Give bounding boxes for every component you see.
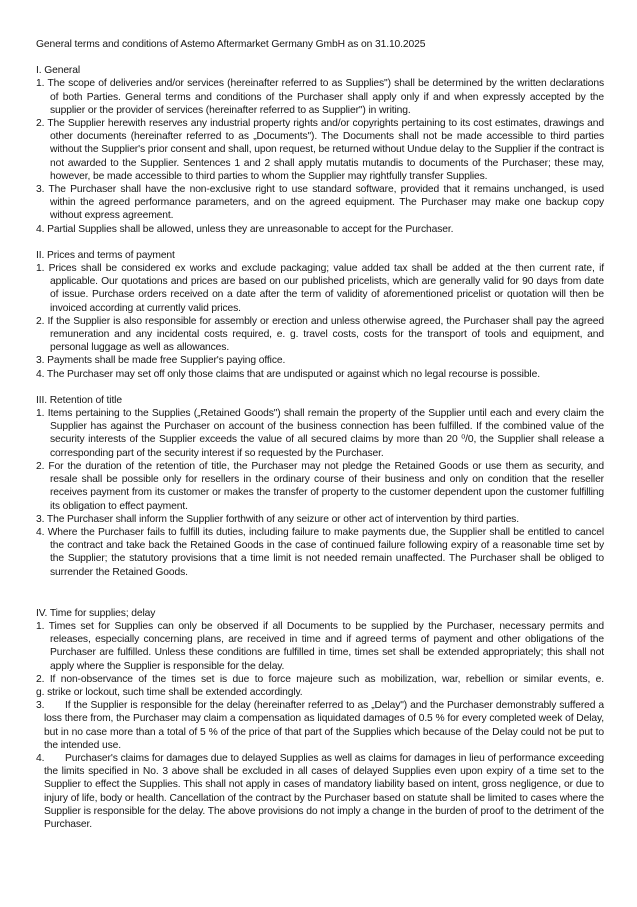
sections-container [36, 64, 604, 831]
list-item [36, 407, 604, 460]
list-item-text: Items pertaining to the Supplies („Retained Goods") shall remain the property of the Supplier until each and every claim the Supplier has against the Purchaser on account of the business connection has been fulfilled. If the combined value of the security interests of the Supplier exceeds the value of all secured claims by more than 20 ⁰/0, the Supplier shall release a corresponding part of the security interest if so requested by the Purchaser. [47, 408, 604, 459]
list-item-number: 2. [36, 673, 45, 685]
section [36, 394, 604, 579]
list-item [36, 673, 604, 686]
list-item-text: Partial Supplies shall be allowed, unless they are unreasonable to accept for the Purchaser. [47, 223, 454, 235]
list-item-number: 1. [36, 263, 45, 275]
list-item [36, 262, 604, 315]
list-item-number: 3. [36, 184, 45, 196]
list-item-text: Payments shall be made free Supplier's paying office. [47, 355, 286, 367]
list-item [36, 513, 604, 526]
section-heading: II. Prices and terms of payment [36, 249, 175, 261]
list-item [36, 368, 604, 381]
list-item-number: 2. [36, 315, 45, 327]
list-item [36, 77, 604, 117]
list-item [36, 526, 604, 579]
list-item-continuation [36, 686, 604, 699]
list-item-number: 4. [36, 368, 45, 380]
list-item [36, 223, 604, 236]
list-item-number: 3. [36, 700, 45, 712]
list-item-number: 4. [36, 526, 45, 538]
list-item [36, 699, 604, 752]
list-item-text: If the Supplier is responsible for the delay (hereinafter referred to as „Delay") and the Purchaser demonstrably suffered a loss there from, the Purchaser may claim a compensation as liquidated damages of 0.5 % for every completed week of Delay, but in no case more than a total of 5 % of the price of that part of the Supplies which because of the Delay could not be put to the intended use. [44, 700, 604, 751]
list-item-text: The Supplier herewith reserves any industrial property rights and/or copyrights pertaining to its cost estimates, drawings and other documents (hereinafter referred to as „Documents"). The Documents shall not be made accessible to third parties without the Supplier's prior consent and shall, upon request, be returned without Undue delay to the Supplier if the contract is not awarded to the Supplier. Sentences 1 and 2 shall apply mutatis mutandis to documents of the Purchaser; these may, however, be made accessible to third parties to whom the Supplier may rightfully transfer Supplies. [47, 118, 604, 182]
list-item [36, 354, 604, 367]
list-item-number: 4. [36, 752, 45, 764]
section-heading: IV. Time for supplies; delay [36, 607, 156, 619]
section-heading: III. Retention of title [36, 394, 122, 406]
list-item-text: Prices shall be considered ex works and exclude packaging; value added tax shall be added at the then current rate, if applicable. Our quotations and prices are based on our published pricelists, which are generally valid for 90 days from date of issue. Purchase orders received on a date after the term of validity of aforementioned pricelist or quotation will then be invoiced according at currently valid prices. [48, 263, 604, 314]
list-item-text: The Purchaser may set off only those claims that are undisputed or against which no legal recourse is possible. [46, 368, 540, 380]
list-item-text: If non-observance of the times set is due to force majeure such as mobilization, war, rebellion or similar events, e. [49, 673, 604, 685]
list-item-number: 1. [36, 408, 45, 420]
list-item-number: 1. [36, 78, 45, 90]
list-item-number: 3. [36, 513, 45, 525]
section [36, 64, 604, 236]
list-item [36, 752, 604, 831]
list-item-text: The Purchaser shall inform the Supplier forthwith of any seizure or other act of intervention by third parties. [46, 513, 519, 525]
list-item-number: 1. [36, 620, 45, 632]
section-heading: I. General [36, 65, 81, 77]
list-item-text: Purchaser's claims for damages due to delayed Supplies as well as claims for damages in lieu of performance exceeding the limits specified in No. 3 above shall be excluded in all cases of delayed Supplies even upon expiry of a time set to the Supplier to effect the Supplies. This shall not apply in cases of mandatory liability based on intent, gross negligence, or due to injury of life, body or health. Cancellation of the contract by the Purchaser based on statute shall be limited to cases where the Supplier is responsible for the delay. The above provisions do not imply a change in the burden of proof to the detriment of the Purchaser. [44, 752, 604, 830]
list-item [36, 460, 604, 513]
list-item-text: Where the Purchaser fails to fulfill its duties, including failure to make payments due, the Supplier shall be entitled to cancel the contract and take back the Retained Goods in the case of continued failure following expiry of a reasonable time set by the Supplier; the statutory provisions that a time limit is not needed remain unaffected. The Purchaser shall be obliged to surrender the Retained Goods. [47, 526, 605, 578]
document-title: General terms and conditions of Astemo Aftermarket Germany GmbH as on 31.10.2025 [36, 39, 426, 50]
list-item [36, 315, 604, 355]
list-item [36, 620, 604, 673]
list-item-text: Times set for Supplies can only be observed if all Documents to be supplied by the Purchaser, necessary permits and releases, especially concerning plans, are received in time and if agreed terms of payment and other obligations of the Purchaser are fulfilled. Unless these conditions are fulfilled in time, times set shall be extended appropriately; this shall not apply where the Supplier is responsible for the delay. [48, 620, 604, 672]
list-item [36, 117, 604, 183]
list-item-number: 4. [36, 223, 45, 235]
list-item-number: 2. [36, 460, 45, 472]
list-item-text: The Purchaser shall have the non-exclusive right to use standard software, provided that it remains unchanged, is used within the agreed performance parameters, and on the agreed equipment. The Purchaser may make one backup copy without express agreement. [48, 184, 604, 222]
list-item-number: 2. [36, 118, 45, 130]
list-item-number: 3. [36, 355, 45, 367]
list-item-text: g. strike or lockout, such time shall be extended accordingly. [36, 686, 303, 698]
section [36, 249, 604, 381]
list-item-text: The scope of deliveries and/or services (hereinafter referred to as Supplies") shall be determined by the written declarations of both Parties. General terms and conditions of the Purchaser shall apply only if and when expressly accepted by the supplier or the provider of services (hereinafter referred to as Supplier") in writing. [47, 78, 604, 116]
list-item-text: If the Supplier is also responsible for assembly or erection and unless otherwise agreed, the Purchaser shall pay the agreed remuneration and any incidental costs required, e. g. travel costs, costs for the transport of tools and equipment, and personal luggage as well as allowances. [47, 315, 604, 354]
section [36, 607, 604, 831]
list-item [36, 183, 604, 223]
list-item-text: For the duration of the retention of title, the Purchaser may not pledge the Retained Goods or use them as security, and resale shall be possible only for resellers in the ordinary course of their business and only on condition that the reseller receives payment from its customer or makes the transfer of property to the customer dependent upon the customer fulfilling its obligation to effect payment. [48, 460, 605, 512]
